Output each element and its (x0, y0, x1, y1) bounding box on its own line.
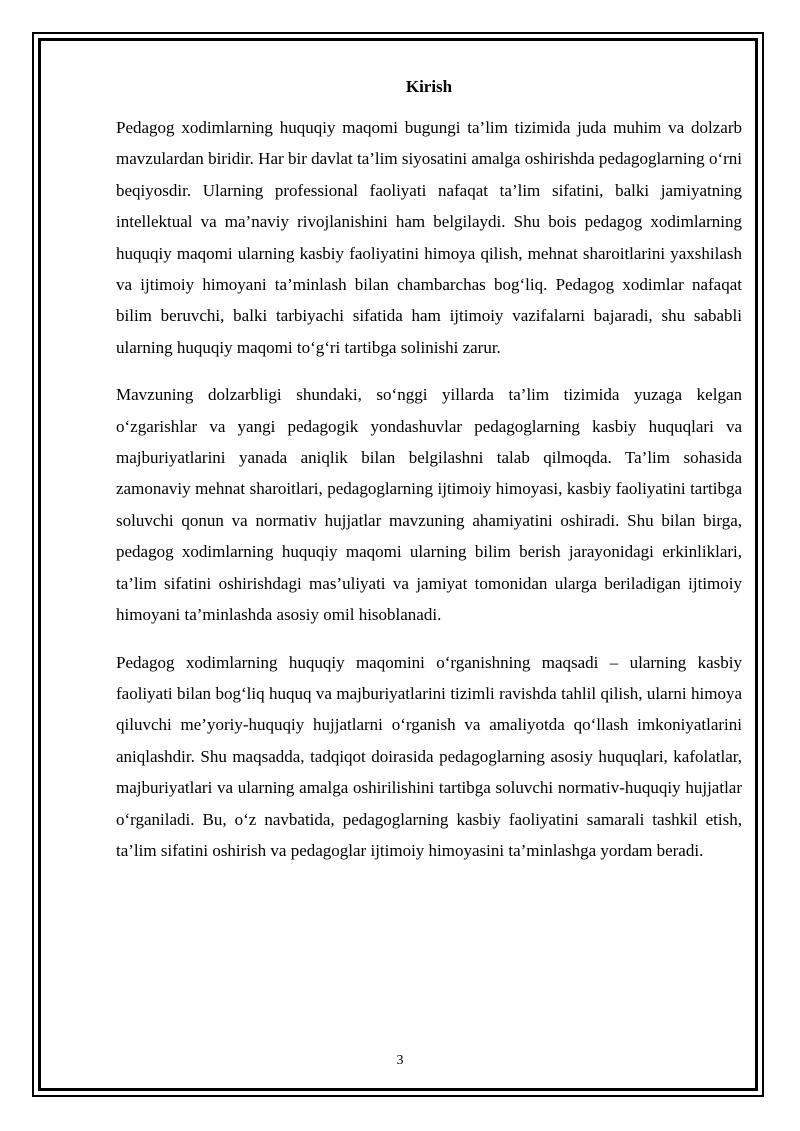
paragraph-relevance: Mavzuning dolzarbligi shundaki, soʻnggi yillarda ta’lim tizimida yuzaga kelgan oʻzgarishlar va yangi pedagogik yondashuvlar pedagoglarning kasbiy huquqlari va majburiyatlarini yanada aniqlik bilan belgilashni talab qilmoqda. Ta’lim sohasida zamonaviy mehnat sharoitlari, pedagoglarning ijtimoiy himoyasi, kasbiy faoliyatini tartibga soluvchi qonun va normativ hujjatlar mavzuning ahamiyatini oshiradi. Shu bilan birga, pedagog xodimlarning huquqiy maqomi ularning bilim berish jarayonidagi erkinliklari, ta’lim sifatini oshirishdagi mas’uliyati va jamiyat tomonidan ularga beriladigan ijtimoiy himoyani ta’minlashda asosiy omil hisoblanadi. (116, 385, 742, 625)
page-number: 3 (396, 1053, 404, 1068)
section-title: Kirish (405, 77, 453, 96)
paragraph-purpose: Pedagog xodimlarning huquqiy maqomini oʻrganishning maqsadi – ularning kasbiy faoliyati bilan bogʻliq huquq va majburiyatlarini tizimli ravishda tahlil qilish, ularni himoya qiluvchi me’yoriy-huquqiy hujjatlarni oʻrganish va amaliyotda qoʻllash imkoniyatlarini aniqlashdir. Shu maqsadda, tadqiqot doirasida pedagoglarning asosiy huquqlari, kafolatlar, majburiyatlari va ularning amalga oshirilishini tartibga soluvchi normativ-huquqiy hujjatlar oʻrganiladi. Bu, oʻz navbatida, pedagoglarning kasbiy faoliyatini samarali tashkil etish, ta’lim sifatini oshirish va pedagoglar ijtimoiy himoyasini ta’minlashga yordam beradi. (116, 652, 742, 860)
page-content (116, 74, 742, 882)
paragraph-introduction: Pedagog xodimlarning huquqiy maqomi bugungi ta’lim tizimida juda muhim va dolzarb mavzulardan biridir. Har bir davlat ta’lim siyosatini amalga oshirishda pedagoglarning oʻrni beqiyosdir. Ularning professional faoliyati nafaqat ta’lim sifatini, balki jamiyatning intellektual va ma’naviy rivojlanishini ham belgilaydi. Shu bois pedagog xodimlarning huquqiy maqomi ularning kasbiy faoliyatini himoya qilish, mehnat sharoitlarini yaxshilash va ijtimoiy himoyani ta’minlash bilan chambarchas bogʻliq. Pedagog xodimlar nafaqat bilim beruvchi, balki tarbiyachi sifatida ham ijtimoiy vazifalarni bajaradi, shu sababli ularning huquqiy maqomi toʻgʻri tartibga solinishi zarur. (116, 118, 742, 357)
